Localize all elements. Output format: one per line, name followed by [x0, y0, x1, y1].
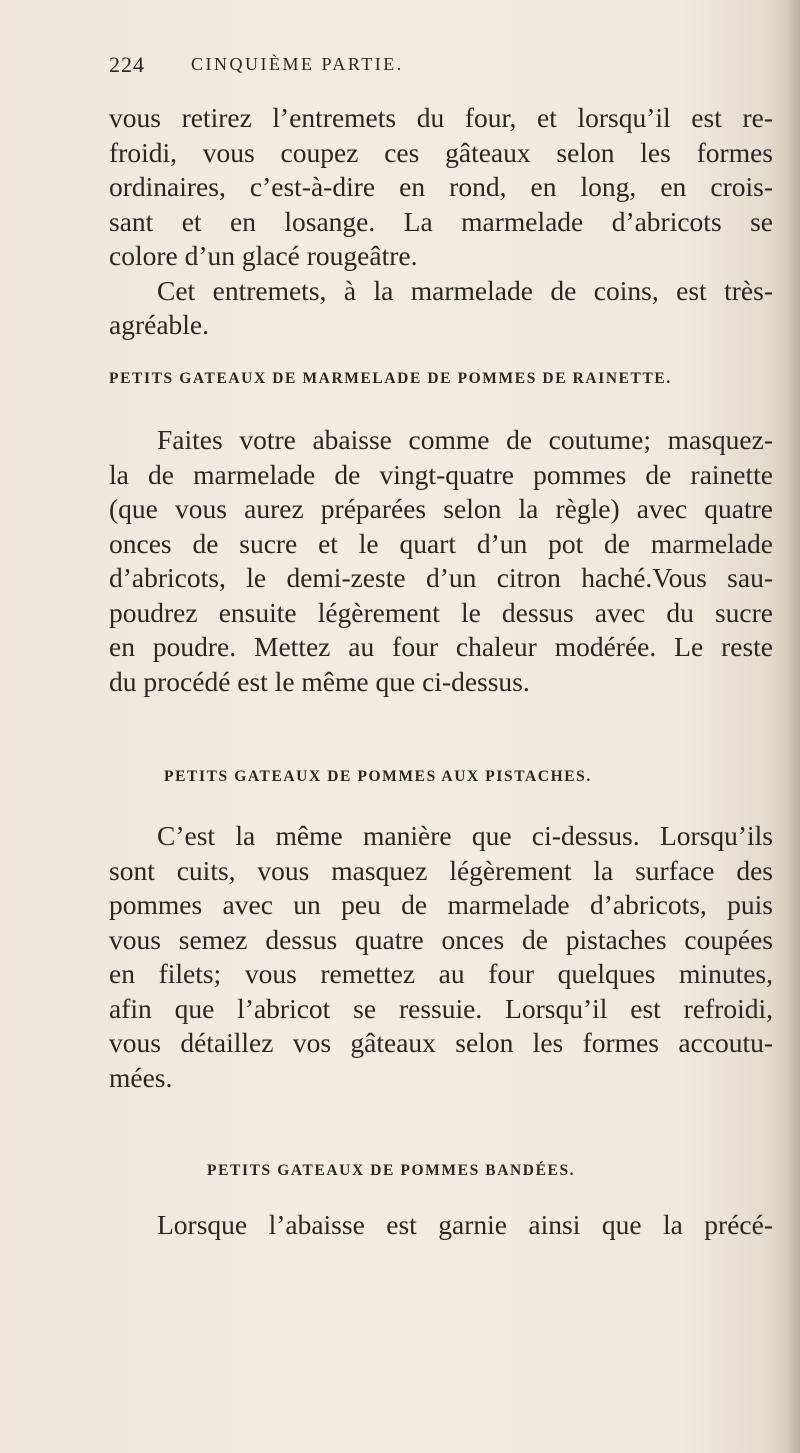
text-line: (que vous aurez préparées selon la règle) avec quatre	[109, 493, 773, 524]
page-number: 224	[109, 52, 145, 77]
text-line: sont cuits, vous masquez légèrement la surface des	[109, 854, 773, 886]
text-line: la de marmelade de vingt-quatre pommes de rainette	[109, 458, 773, 490]
text-line: du procédé est le même que ci-dessus.	[109, 665, 530, 697]
text-line: poudrez ensuite légèrement le dessus avec du sucre	[109, 596, 773, 628]
text-line: agréable.	[109, 309, 209, 340]
text-line: colore d’un glacé rougeâtre.	[109, 240, 418, 271]
running-head: CINQUIÈME PARTIE.	[191, 54, 404, 74]
text-line: vous semez dessus quatre onces de pistaches coupées	[109, 923, 773, 955]
text-line: en filets; vous remettez au four quelques minutes,	[109, 958, 773, 989]
section-heading-pistaches: PETITS GATEAUX DE POMMES AUX PISTACHES.	[164, 768, 592, 785]
text-line: en poudre. Mettez au four chaleur modérée. Le reste	[109, 631, 773, 662]
text-line: Lorsque l’abaisse est garnie ainsi que la précé-	[157, 1209, 773, 1240]
text-line: afin que l’abricot se ressuie. Lorsqu’il est refroidi,	[109, 992, 773, 1024]
text-line: Faites votre abaisse comme de coutume; masquez-	[157, 424, 773, 455]
page-header	[109, 52, 709, 92]
text-line: mées.	[109, 1061, 173, 1093]
text-line: sant et en losange. La marmelade d’abricots se	[109, 205, 773, 237]
paragraph-rainette	[109, 423, 773, 699]
text-line: onces de sucre et le quart d’un pot de marmelade	[109, 527, 773, 559]
text-line: froidi, vous coupez ces gâteaux selon les formes	[109, 136, 773, 168]
section-heading-rainette: PETITS GATEAUX DE MARMELADE DE POMMES DE RAINETTE.	[109, 370, 672, 387]
paragraph-bandees	[109, 1208, 773, 1243]
text-line: Cet entremets, à la marmelade de coins, est très-	[157, 274, 773, 306]
text-line: d’abricots, le demi-zeste d’un citron haché.Vous sau-	[109, 562, 773, 593]
text-line: ordinaires, c’est-à-dire en rond, en long, en crois-	[109, 171, 773, 202]
text-line: vous détaillez vos gâteaux selon les formes accoutu-	[109, 1027, 773, 1058]
paragraph-continuation	[109, 101, 773, 343]
page-edge-shadow	[786, 0, 800, 1453]
text-line: vous retirez l’entremets du four, et lorsqu’il est re-	[109, 102, 773, 133]
section-heading-bandees: PETITS GATEAUX DE POMMES BANDÉES.	[207, 1162, 576, 1179]
text-line: C’est la même manière que ci-dessus. Lorsqu’ils	[157, 820, 773, 851]
paragraph-pistaches	[109, 819, 773, 1095]
text-line: pommes avec un peu de marmelade d’abricots, puis	[109, 889, 773, 920]
